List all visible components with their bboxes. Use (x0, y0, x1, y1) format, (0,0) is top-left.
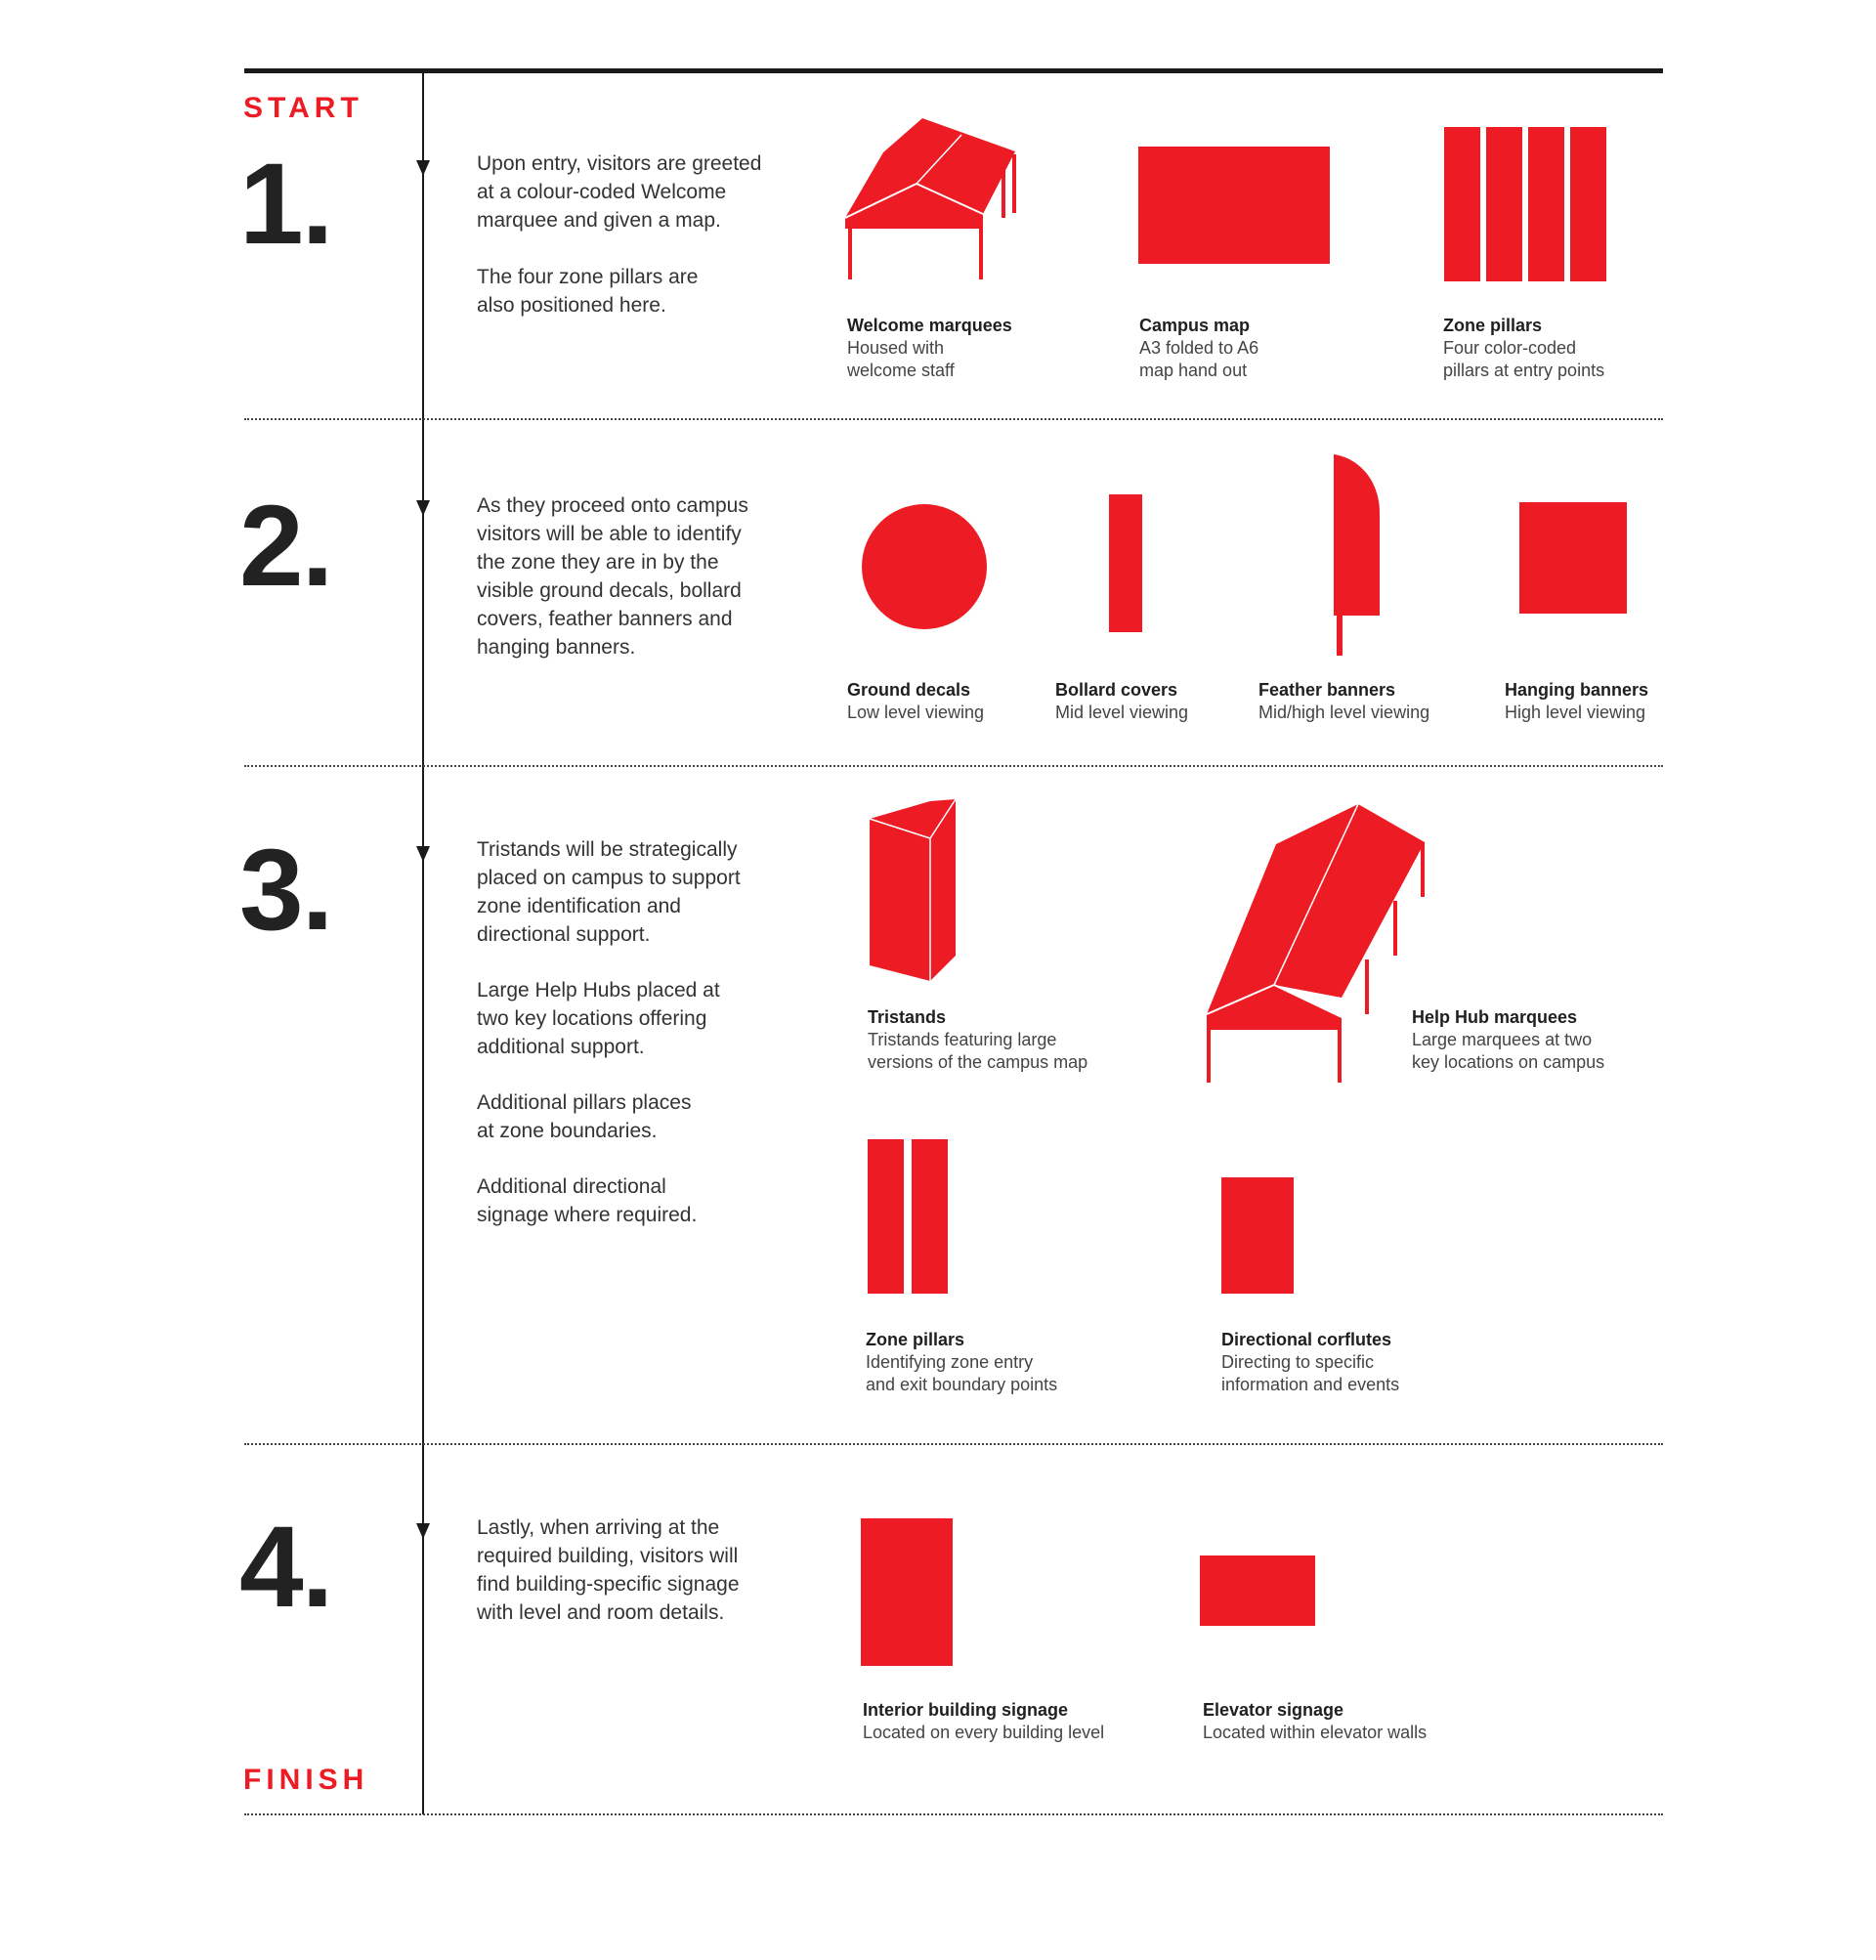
item-title: Hanging banners (1505, 680, 1649, 700)
step-4-number: 4. (239, 1503, 332, 1632)
ground-decal-icon (862, 504, 987, 629)
item-directional-corflutes (1221, 1328, 1399, 1396)
item-interior-building-signage (863, 1698, 1104, 1744)
step-3-text (477, 835, 809, 1229)
step-2-text: As they proceed onto campus visitors will be able to identify the zone they are in by the visible ground decals, bollard covers, feather banners and hanging banners. (477, 494, 748, 659)
item-title: Feather banners (1258, 680, 1396, 700)
step-3-text-b: Large Help Hubs placed at two key locations offering additional support. (477, 979, 720, 1058)
divider-2 (244, 765, 1663, 767)
start-label: START (243, 92, 363, 124)
item-title: Bollard covers (1055, 680, 1178, 700)
timeline-arrow-2 (416, 500, 430, 516)
finish-label: FINISH (243, 1764, 369, 1796)
item-desc: Mid level viewing (1055, 703, 1189, 722)
step-3-number: 3. (239, 826, 332, 955)
step-1-text-a: Upon entry, visitors are greeted at a colour-coded Welcome marquee and given a map. (477, 152, 762, 232)
item-desc: Located on every building level (863, 1723, 1105, 1742)
item-bollard-covers (1055, 678, 1188, 724)
item-welcome-marquees (847, 314, 1012, 382)
item-title: Directional corflutes (1221, 1330, 1392, 1349)
divider-4 (244, 1813, 1663, 1815)
item-help-hub-marquees (1412, 1005, 1604, 1074)
step-2-number: 2. (239, 482, 332, 611)
item-desc: Housed with welcome staff (847, 338, 955, 380)
item-ground-decals (847, 678, 984, 724)
item-desc: Large marquees at two key locations on campus (1412, 1030, 1605, 1072)
item-feather-banners (1258, 678, 1429, 724)
marquee-icon (840, 115, 1026, 281)
zone-pillars-icon (1444, 127, 1606, 281)
item-desc: Located within elevator walls (1203, 1723, 1428, 1742)
item-title: Zone pillars (1443, 316, 1543, 335)
step-3-text-d: Additional directional signage where required. (477, 1175, 698, 1226)
item-desc: A3 folded to A6 map hand out (1139, 338, 1259, 380)
item-desc: High level viewing (1505, 703, 1646, 722)
item-zone-pillars-boundary (866, 1328, 1057, 1396)
item-title: Help Hub marquees (1412, 1007, 1578, 1027)
item-tristands (868, 1005, 1087, 1074)
item-elevator-signage (1203, 1698, 1427, 1744)
item-title: Ground decals (847, 680, 971, 700)
step-1-number: 1. (239, 140, 332, 269)
item-title: Tristands (868, 1007, 947, 1027)
step-4-text: Lastly, when arriving at the required building, visitors will find building-specific signage with level and room details. (477, 1516, 740, 1624)
elevator-signage-icon (1200, 1555, 1315, 1626)
item-desc: Directing to specific information and events (1221, 1352, 1400, 1394)
bollard-cover-icon (1109, 494, 1142, 632)
item-desc: Identifying zone entry and exit boundary points (866, 1352, 1058, 1394)
item-desc: Four color-coded pillars at entry points (1443, 338, 1605, 380)
item-title: Campus map (1139, 316, 1251, 335)
divider-3 (244, 1443, 1663, 1445)
item-zone-pillars (1443, 314, 1604, 382)
feather-banner-icon (1331, 454, 1382, 658)
item-desc: Tristands featuring large versions of the campus map (868, 1030, 1088, 1072)
hanging-banner-icon (1519, 502, 1627, 614)
item-title: Zone pillars (866, 1330, 965, 1349)
interior-signage-icon (861, 1518, 953, 1666)
item-desc: Low level viewing (847, 703, 985, 722)
item-title: Welcome marquees (847, 316, 1012, 335)
item-hanging-banners (1505, 678, 1648, 724)
timeline-arrow-3 (416, 846, 430, 862)
step-3-text-c: Additional pillars places at zone boundaries. (477, 1091, 692, 1142)
timeline-arrow-1 (416, 160, 430, 176)
top-rule (244, 68, 1663, 73)
campus-map-icon (1138, 147, 1330, 264)
zone-pillars-icon (868, 1139, 948, 1294)
corflute-icon (1221, 1177, 1294, 1294)
step-3-text-a: Tristands will be strategically placed on campus to support zone identification and directional support. (477, 838, 741, 946)
item-title: Interior building signage (863, 1700, 1069, 1720)
tristand-icon (868, 799, 958, 981)
item-campus-map (1139, 314, 1258, 382)
item-title: Elevator signage (1203, 1700, 1344, 1720)
help-hub-marquee-icon (1204, 803, 1427, 1085)
divider-1 (244, 418, 1663, 420)
timeline-line (422, 73, 424, 1814)
item-desc: Mid/high level viewing (1258, 703, 1430, 722)
step-1-text-b: The four zone pillars are also positioned here. (477, 266, 699, 317)
timeline-arrow-4 (416, 1523, 430, 1539)
